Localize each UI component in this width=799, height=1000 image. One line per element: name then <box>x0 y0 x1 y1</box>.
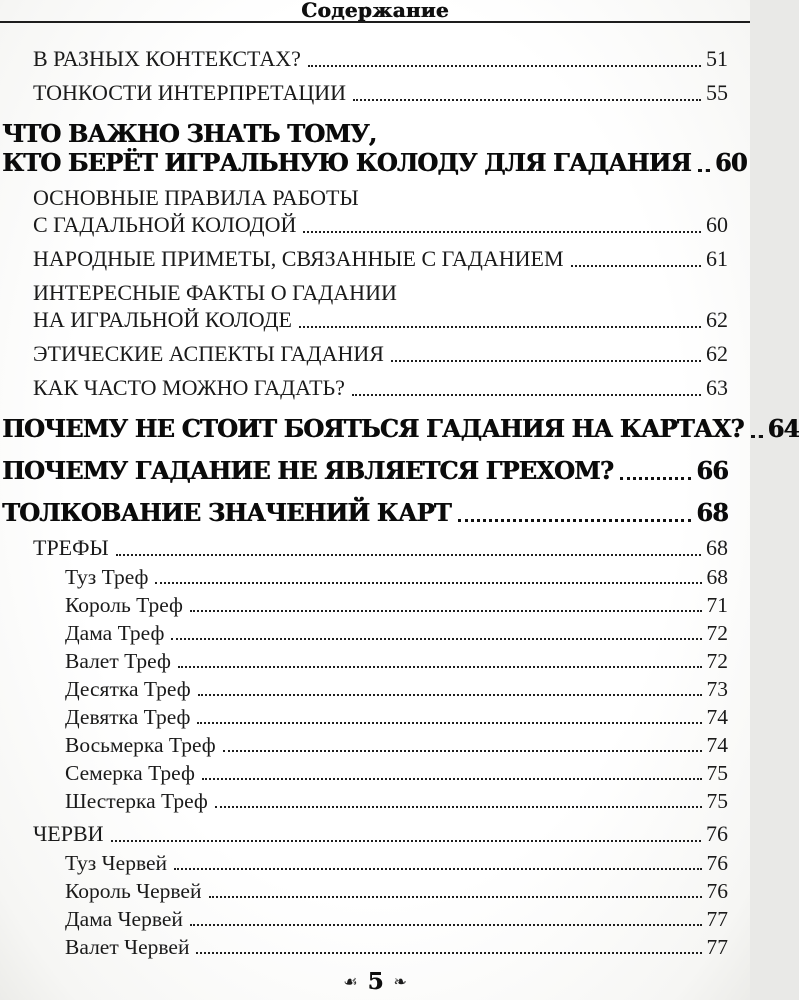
toc-entry <box>2 534 728 561</box>
dot-leader <box>178 666 702 668</box>
toc-entry-label: НАРОДНЫЕ ПРИМЕТЫ, СВЯЗАННЫЕ С ГАДАНИЕМ <box>33 246 564 272</box>
dot-leader <box>174 868 701 870</box>
toc-page-number: 68 <box>696 498 728 528</box>
dot-leader <box>111 840 701 842</box>
page-number: 5 <box>367 968 384 995</box>
running-head-title: Содержание <box>301 0 449 22</box>
dot-leader <box>209 896 702 898</box>
toc-page-number: 66 <box>696 456 728 486</box>
toc-entry <box>2 414 799 444</box>
toc-entry <box>2 184 728 211</box>
toc-entry <box>2 561 728 589</box>
toc-entry <box>2 79 728 106</box>
toc-page-number: 74 <box>706 704 728 729</box>
dot-leader <box>353 99 701 101</box>
toc-entry <box>2 456 728 485</box>
toc-entry-label: КАК ЧАСТО МОЖНО ГАДАТЬ? <box>33 375 345 401</box>
toc-entry <box>2 119 728 148</box>
dot-leader <box>391 360 701 362</box>
toc-entry <box>2 785 728 813</box>
floral-heart-ornament-right-icon: ❧ <box>393 971 407 991</box>
toc-page-number: 72 <box>706 648 728 673</box>
dot-leader <box>171 638 701 640</box>
dot-leader <box>620 477 691 480</box>
toc-entry <box>2 875 728 903</box>
dot-leader <box>190 610 702 612</box>
toc-entry-label: ИНТЕРЕСНЫЕ ФАКТЫ О ГАДАНИИ <box>33 280 397 306</box>
toc-page-number: 76 <box>706 821 728 847</box>
toc-entry <box>2 45 728 72</box>
toc-entry-label: ТОЛКОВАНИЕ ЗНАЧЕНИЙ КАРТ <box>2 498 451 528</box>
toc-entry <box>2 673 728 701</box>
toc-entry <box>2 279 728 306</box>
toc-page-number: 71 <box>706 592 728 617</box>
toc-entry <box>2 847 728 875</box>
toc-entry <box>2 245 728 272</box>
toc-page-number: 75 <box>706 788 728 813</box>
page-footer <box>0 970 750 993</box>
dot-leader <box>308 65 701 67</box>
toc-entry-label: Девятка Треф <box>65 704 191 729</box>
toc-entry-label: КТО БЕРЁТ ИГРАЛЬНУЮ КОЛОДУ ДЛЯ ГАДАНИЯ <box>2 148 691 178</box>
toc-entry-label: Семерка Треф <box>65 760 195 785</box>
toc-page-number: 55 <box>706 80 728 106</box>
toc-entry-label: ПОЧЕМУ НЕ СТОИТ БОЯТЬСЯ ГАДАНИЯ НА КАРТАХ? <box>2 414 744 444</box>
toc-page-number: 64 <box>767 414 799 444</box>
toc-entry-label: Валет Червей <box>65 934 190 959</box>
dot-leader <box>571 265 701 267</box>
toc-entry <box>2 903 728 931</box>
toc-entry-label: Дама Треф <box>65 620 165 645</box>
toc-entry <box>2 931 728 959</box>
dot-leader <box>223 750 702 752</box>
toc-page-number: 77 <box>706 934 728 959</box>
dot-leader <box>352 394 701 396</box>
toc-page-number: 51 <box>706 46 728 72</box>
dot-leader <box>303 231 701 233</box>
toc-page-number: 74 <box>706 732 728 757</box>
toc-entry <box>2 617 728 645</box>
dot-leader <box>299 326 701 328</box>
toc-entry <box>2 589 728 617</box>
toc-entry <box>2 729 728 757</box>
toc-page-number: 72 <box>706 620 728 645</box>
toc-entry-label: ОСНОВНЫЕ ПРАВИЛА РАБОТЫ <box>33 185 359 211</box>
toc-entry <box>2 757 728 785</box>
toc-entry-label: Восьмерка Треф <box>65 732 216 757</box>
dot-leader <box>698 169 710 172</box>
toc-page-number: 75 <box>706 760 728 785</box>
toc-entry <box>2 211 728 238</box>
toc-entry-label: ПОЧЕМУ ГАДАНИЕ НЕ ЯВЛЯЕТСЯ ГРЕХОМ? <box>2 456 613 486</box>
dot-leader <box>155 582 701 584</box>
toc-entry-label: Туз Червей <box>65 850 168 875</box>
toc-entry-label: Валет Треф <box>65 648 171 673</box>
toc-entry-label: ЧТО ВАЖНО ЗНАТЬ ТОМУ, <box>2 119 377 149</box>
floral-heart-ornament-left-icon: ☙ <box>343 971 358 991</box>
dot-leader <box>215 806 702 808</box>
toc-page-number: 68 <box>706 564 728 589</box>
dot-leader <box>458 519 691 522</box>
toc-entry <box>2 306 728 333</box>
dot-leader <box>116 554 701 556</box>
toc-entry-label: Туз Треф <box>65 564 149 589</box>
toc-entry-label: Король Червей <box>65 878 202 903</box>
toc-page-number: 76 <box>706 850 728 875</box>
toc-entry <box>2 701 728 729</box>
toc-entry-label: ТОНКОСТИ ИНТЕРПРЕТАЦИИ <box>33 80 347 106</box>
toc-entry-label: Дама Червей <box>65 906 183 931</box>
toc-entry-label: В РАЗНЫХ КОНТЕКСТАХ? <box>33 46 301 72</box>
toc-page-number: 63 <box>706 375 728 401</box>
table-of-contents <box>0 23 799 959</box>
dot-leader <box>202 778 702 780</box>
toc-entry <box>2 645 728 673</box>
dot-leader <box>198 694 702 696</box>
toc-entry-label: ЭТИЧЕСКИЕ АСПЕКТЫ ГАДАНИЯ <box>33 341 384 367</box>
toc-page-number: 60 <box>714 148 747 178</box>
toc-page-number: 62 <box>706 307 728 333</box>
toc-page-number: 62 <box>706 341 728 367</box>
toc-entry-label: ТРЕФЫ <box>33 535 109 561</box>
toc-entry-label: НА ИГРАЛЬНОЙ КОЛОДЕ <box>33 307 292 333</box>
toc-entry <box>2 148 747 178</box>
toc-entry-label: Король Треф <box>65 592 183 617</box>
dot-leader <box>190 924 702 926</box>
toc-entry <box>2 340 728 367</box>
dot-leader <box>751 435 763 438</box>
toc-entry <box>2 820 728 847</box>
toc-entry-label: ЧЕРВИ <box>33 821 104 847</box>
dot-leader <box>196 952 701 954</box>
toc-entry <box>2 374 728 401</box>
toc-page-number: 73 <box>706 676 728 701</box>
toc-page-number: 76 <box>706 878 728 903</box>
toc-entry-label: Десятка Треф <box>65 676 191 701</box>
toc-page-number: 60 <box>706 212 728 238</box>
toc-entry-label: С ГАДАЛЬНОЙ КОЛОДОЙ <box>33 212 297 238</box>
toc-page-number: 77 <box>706 906 728 931</box>
toc-page-number: 68 <box>706 535 728 561</box>
dot-leader <box>197 722 701 724</box>
toc-entry-label: Шестерка Треф <box>65 788 208 813</box>
toc-entry <box>2 498 728 527</box>
toc-page-number: 61 <box>706 246 728 272</box>
page-header <box>0 0 750 23</box>
